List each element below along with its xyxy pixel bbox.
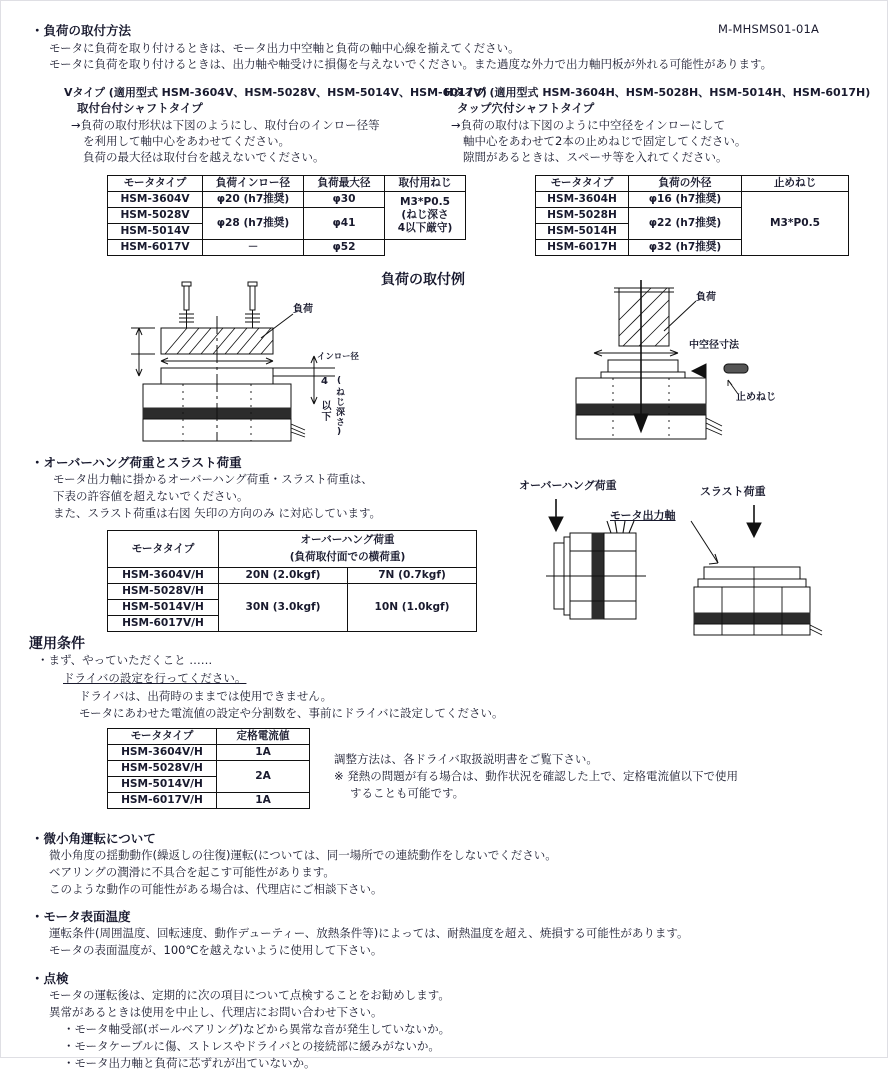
overhang-diagram-svg — [486, 475, 886, 635]
overhang-table-wrap — [107, 530, 477, 632]
surface-temp-heading: ・モータ表面温度 — [31, 909, 131, 924]
v-screw-cell — [385, 192, 466, 240]
v-type-spec-table-wrap — [107, 175, 466, 256]
inspection-item-1: ・モータ軸受部(ボールベアリング)などから異常な音が発生していないか。 — [63, 1022, 451, 1036]
v-r1-maxdia: φ41 — [304, 208, 385, 240]
v-header-0: モータタイプ — [108, 176, 203, 192]
down-arrow-icon — [747, 523, 761, 537]
operating-line-1: ドライバは、出荷時のままでは使用できません。 — [79, 689, 333, 703]
v-screw-line-1: (ねじ深さ — [401, 209, 449, 221]
cur-r3-value: 1A — [217, 793, 310, 809]
oh-r0-radial: 20N (2.0kgf) — [219, 568, 348, 584]
table-row — [108, 584, 477, 600]
overhang-heading: ・オーバーハング荷重とスラスト荷重 — [31, 455, 242, 470]
h-type-mounting-diagram — [546, 276, 866, 441]
overhang-header-model: モータタイプ — [108, 531, 219, 568]
h-r2-model: HSM-5014H — [536, 224, 629, 240]
inspection-item-3: ・モータ出力軸と負荷に芯ずれが出ていないか。 — [63, 1056, 316, 1070]
cur-r1-value: 2A — [217, 761, 310, 793]
v-header-1: 負荷インロー径 — [203, 176, 304, 192]
h-r3-dia: φ32 (h7推奨) — [629, 240, 742, 256]
cur-r0-value: 1A — [217, 745, 310, 761]
cur-header-0: モータタイプ — [108, 729, 217, 745]
overhang-label: オーバーハング荷重 — [519, 479, 617, 492]
overhang-line-2: 下表の許容値を超えないでください。 — [53, 489, 249, 503]
micro-angle-line-3: このような動作の可能性がある場合は、代理店にご相談下さい。 — [49, 882, 383, 896]
micro-angle-line-1: 微小角度の揺動動作(繰返しの往復)運転(については、同一場所での連続動作をしないでください。 — [49, 848, 557, 862]
cur-r2-model: HSM-5014V/H — [108, 777, 217, 793]
h-r0-model: HSM-3604H — [536, 192, 629, 208]
h-type-spec-table-wrap — [535, 175, 849, 256]
v-diagram-spigot-label: インロー径 — [317, 351, 359, 361]
v-diagram-load-label: 負荷 — [293, 304, 313, 315]
load-mounting-heading: ・負荷の取付方法 — [31, 23, 132, 38]
v-screw-line-0: M3*P0.5 — [400, 196, 450, 208]
down-arrow-icon — [549, 517, 563, 531]
v-r3-spigot: － — [203, 240, 304, 256]
micro-angle-heading: ・微小角運転について — [31, 831, 156, 846]
inspection-line-2: 異常があるときは使用を中止し、代理店にお問い合わせ下さい。 — [49, 1005, 383, 1019]
table-row — [108, 240, 466, 256]
h-diagram-setscrew-label: 止めねじ — [736, 392, 776, 403]
v-r0-maxdia: φ30 — [304, 192, 385, 208]
h-r1-dia: φ22 (h7推奨) — [629, 208, 742, 240]
v-type-line-3: 負荷の最大径は取付台を越えないでください。 — [83, 150, 325, 164]
overhang-line-3: また、スラスト荷重は右図 矢印の方向のみ に対応しています。 — [53, 506, 382, 520]
operating-note-2: ※ 発熱の問題が有る場合は、動作状況を確認した上で、定格電流値以下で使用 — [334, 769, 739, 783]
table-row — [108, 745, 310, 761]
oh-r1-model: HSM-5028V/H — [108, 584, 219, 600]
v-header-2: 負荷最大径 — [304, 176, 385, 192]
oh-r0-thrust: 7N (0.7kgf) — [348, 568, 477, 584]
oh-r3-model: HSM-6017V/H — [108, 616, 219, 632]
v-r0-spigot: φ20 (h7推奨) — [203, 192, 304, 208]
inspection-item-2: ・モータケーブルに傷、ストレスやドライバとの接続部に緩みがないか。 — [63, 1039, 440, 1053]
screw-left-icon — [179, 282, 194, 328]
table-row — [108, 568, 477, 584]
surface-temp-line-1: 運転条件(周囲温度、回転速度、動作デューティー、放熱条件等)によっては、耐熱温度を超え、焼損する可能性があります。 — [49, 926, 689, 940]
load-mounting-line-1: モータに負荷を取り付けるときは、モータ出力中空軸と負荷の軸中心線を揃えてください。 — [49, 41, 520, 55]
h-r0-dia: φ16 (h7推奨) — [629, 192, 742, 208]
h-screw-cell: M3*P0.5 — [742, 192, 849, 256]
cur-r3-model: HSM-6017V/H — [108, 793, 217, 809]
table-header-row — [536, 176, 849, 192]
table-header-row — [108, 729, 310, 745]
mounting-example-title: 負荷の取付例 — [381, 272, 465, 288]
h-type-title: Hタイプ (適用型式 HSM-3604H、HSM-5028H、HSM-5014H、HSM-6017H) — [444, 86, 871, 99]
h-type-subtitle: タップ穴付シャフトタイプ — [457, 101, 595, 115]
inspection-heading: ・点検 — [31, 971, 69, 986]
v-type-title: Vタイプ (適用型式 HSM-3604V、HSM-5028V、HSM-5014V、HSM-6017V) — [64, 86, 487, 99]
operating-title: 運用条件 — [29, 636, 85, 652]
overhang-load-diagram — [486, 475, 886, 635]
table-header-row — [108, 531, 477, 550]
v-diagram-depth-label: 4 以下 — [319, 376, 330, 422]
rated-current-table — [107, 728, 310, 809]
load-mounting-line-2: モータに負荷を取り付けるときは、出力軸や軸受けに損傷を与えないでください。また過度な外力で出力軸円板が外れる可能性があります。 — [49, 57, 773, 71]
oh-r2-model: HSM-5014V/H — [108, 600, 219, 616]
operating-underlined: ドライバの設定を行ってください。 — [63, 671, 247, 685]
document-id: M-MHSMS01-01A — [718, 22, 820, 36]
v-r1-model: HSM-5028V — [108, 208, 203, 224]
thrust-label: スラスト荷重 — [700, 485, 766, 498]
v-diagram-depth-sublabel: (ねじ深さ) — [334, 376, 344, 438]
screw-arrow-icon — [692, 364, 706, 378]
set-screw-icon — [724, 364, 748, 373]
operating-note-3: することも可能です。 — [350, 786, 465, 800]
oh-r1-radial: 30N (3.0kgf) — [219, 584, 348, 632]
v-r0-model: HSM-3604V — [108, 192, 203, 208]
table-row — [108, 761, 310, 777]
micro-angle-line-2: ベアリングの潤滑に不具合を起こす可能性があります。 — [49, 865, 335, 879]
v-type-subtitle: 取付台付シャフトタイプ — [77, 101, 203, 115]
inspection-line-1: モータの運転後は、定期的に次の項目について点検することをお勧めします。 — [49, 988, 450, 1002]
cur-header-1: 定格電流値 — [217, 729, 310, 745]
cur-r0-model: HSM-3604V/H — [108, 745, 217, 761]
h-header-2: 止めねじ — [742, 176, 849, 192]
v-r3-model: HSM-6017V — [108, 240, 203, 256]
v-header-3: 取付用ねじ — [385, 176, 466, 192]
operating-bullet: ・まず、やっていただくこと …… — [37, 653, 213, 667]
h-type-line-2: 軸中心をあわせて2本の止めねじで固定してください。 — [463, 134, 747, 148]
current-table-wrap — [107, 728, 310, 809]
motor-band — [694, 613, 810, 624]
overhang-load-table — [107, 530, 477, 632]
overhang-header-line-1: オーバーハング荷重 — [219, 531, 477, 550]
v-r2-model: HSM-5014V — [108, 224, 203, 240]
h-header-0: モータタイプ — [536, 176, 629, 192]
table-row — [536, 192, 849, 208]
screw-right-icon — [245, 282, 260, 328]
v-type-line-1: →負荷の取付形状は下図のようにし、取付台のインロー径等 — [71, 118, 380, 132]
h-header-1: 負荷の外径 — [629, 176, 742, 192]
operating-note-1: 調整方法は、各ドライバ取扱説明書をご覧下さい。 — [334, 752, 598, 766]
overhang-line-1: モータ出力軸に掛かるオーバーハング荷重・スラスト荷重は、 — [53, 472, 373, 486]
v-screw-line-2: 4以下厳守) — [397, 222, 453, 234]
overhang-header-line-2: (負荷取付面での横荷重) — [219, 549, 477, 568]
h-type-line-3: 隙間があるときは、スペーサ等を入れてください。 — [463, 150, 728, 164]
operating-line-2: モータにあわせた電流値の設定や分割数を、事前にドライバに設定してください。 — [79, 706, 504, 720]
oh-r0-model: HSM-3604V/H — [108, 568, 219, 584]
cur-r1-model: HSM-5028V/H — [108, 761, 217, 777]
v-type-line-2: を利用して軸中心をあわせてください。 — [83, 134, 290, 148]
h-diagram-hollow-label: 中空径寸法 — [689, 340, 739, 351]
v-type-spec-table — [107, 175, 466, 256]
h-r1-model: HSM-5028H — [536, 208, 629, 224]
h-type-line-1: →負荷の取付は下図のように中空径をインローにして — [451, 118, 726, 132]
table-header-row — [108, 176, 466, 192]
load-block — [619, 288, 669, 346]
h-r3-model: HSM-6017H — [536, 240, 629, 256]
oh-r1-thrust: 10N (1.0kgf) — [348, 584, 477, 632]
v-r1-spigot: φ28 (h7推奨) — [203, 208, 304, 240]
h-diagram-load-label: 負荷 — [696, 292, 716, 303]
v-r3-maxdia: φ52 — [304, 240, 385, 256]
v-type-mounting-diagram — [121, 276, 501, 441]
table-row — [108, 192, 466, 208]
h-type-spec-table — [535, 175, 849, 256]
motor-shaft-label: モータ出力軸 — [610, 509, 676, 522]
table-row — [108, 793, 310, 809]
surface-temp-line-2: モータの表面温度が、100℃を越えないように使用して下さい。 — [49, 943, 383, 957]
